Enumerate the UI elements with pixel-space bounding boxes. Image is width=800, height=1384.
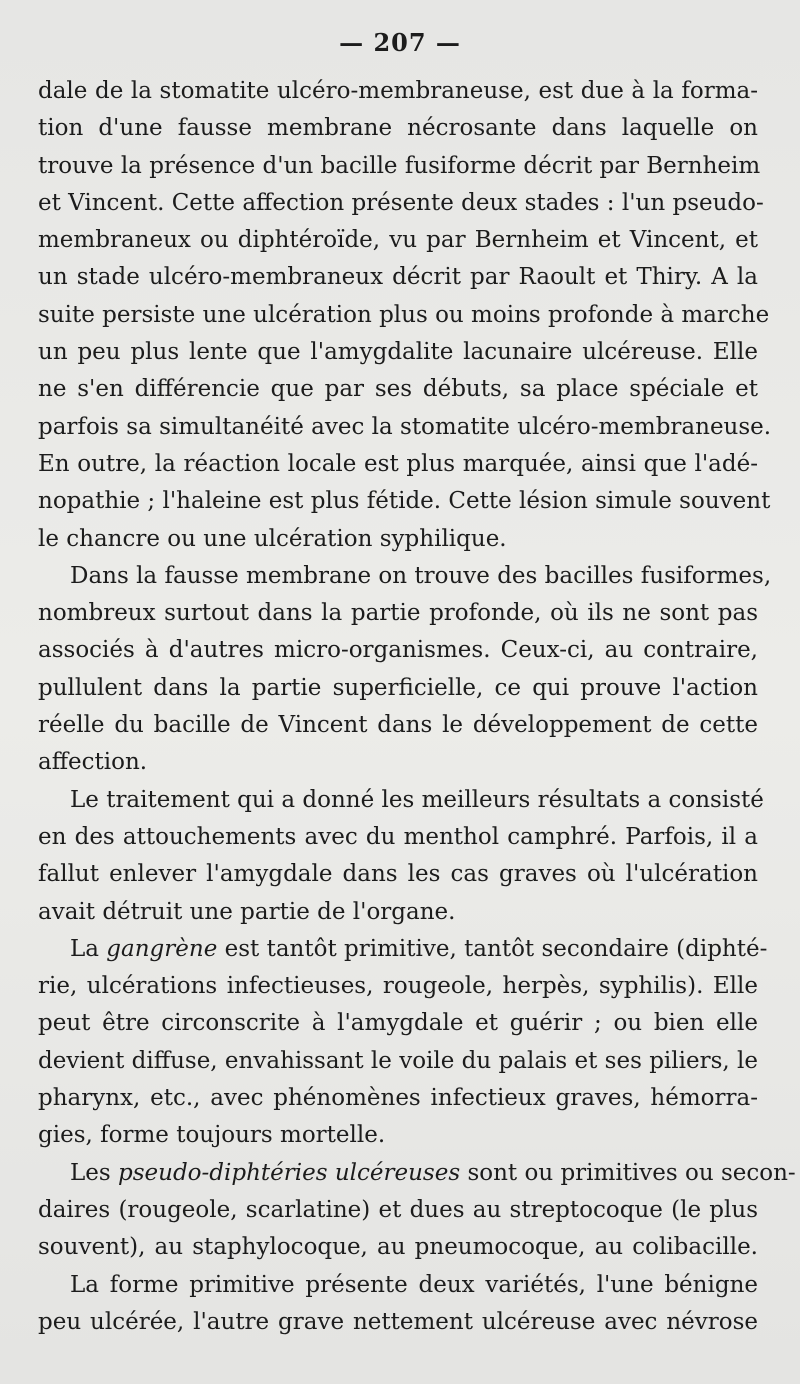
paragraph bbox=[38, 1155, 796, 1267]
text-line: trouve la présence d'un bacille fusiforme décrit par Bernheim bbox=[38, 152, 761, 179]
text-line: gies, forme toujours mortelle. bbox=[38, 1122, 386, 1149]
text-line: peu ulcérée, l'autre grave nettement ulcéreuse avec névrose bbox=[38, 1308, 758, 1335]
text-line: réelle du bacille de Vincent dans le développement de cette bbox=[38, 712, 758, 739]
italic-term: pseudo-diphtéries ulcéreuses bbox=[118, 1159, 461, 1186]
text-line: daires (rougeole, scarlatine) et dues au streptocoque (le plus bbox=[38, 1196, 758, 1223]
text-line: suite persiste une ulcération plus ou moins profonde à marche bbox=[38, 301, 770, 328]
text-line: parfois sa simultanéité avec la stomatite ulcéro-membraneuse. bbox=[38, 413, 772, 440]
text-line: avait détruit une partie de l'organe. bbox=[38, 898, 456, 925]
page-number: — 207 — bbox=[339, 28, 461, 57]
text-line: La forme primitive présente deux variétés, l'une bénigne bbox=[70, 1271, 758, 1298]
text-line: souvent), au staphylocoque, au pneumocoque, au colibacille. bbox=[38, 1234, 758, 1261]
paragraph bbox=[38, 1267, 758, 1342]
paragraph bbox=[38, 558, 772, 782]
text-line: peut être circonscrite à l'amygdale et guérir ; ou bien elle bbox=[38, 1010, 758, 1037]
text-line: La gangrène est tantôt primitive, tantôt secondaire (diphté- bbox=[70, 935, 768, 962]
text-line: le chancre ou une ulcération syphilique. bbox=[38, 525, 507, 552]
text-line: et Vincent. Cette affection présente deux stades : l'un pseudo- bbox=[38, 189, 764, 216]
text-line: nopathie ; l'haleine est plus fétide. Cette lésion simule souvent bbox=[38, 488, 771, 515]
text-line: devient diffuse, envahissant le voile du palais et ses piliers, le bbox=[38, 1047, 758, 1074]
paragraph bbox=[38, 73, 772, 558]
body-text bbox=[38, 73, 796, 1341]
text-line: dale de la stomatite ulcéro-membraneuse, est due à la forma- bbox=[38, 78, 758, 104]
text-line: Dans la fausse membrane on trouve des bacilles fusiformes, bbox=[70, 562, 772, 589]
paragraph bbox=[38, 931, 768, 1155]
text-line: tion d'une fausse membrane nécrosante dans laquelle on bbox=[38, 115, 758, 142]
text-line: un stade ulcéro-membraneux décrit par Raoult et Thiry. A la bbox=[38, 264, 758, 291]
text-line: Les pseudo-diphtéries ulcéreuses sont ou primitives ou secon- bbox=[70, 1159, 796, 1186]
text-line: associés à d'autres micro-organismes. Ceux-ci, au contraire, bbox=[38, 637, 758, 664]
text-line: rie, ulcérations infectieuses, rougeole, herpès, syphilis). Elle bbox=[38, 973, 758, 1000]
text-line: fallut enlever l'amygdale dans les cas graves où l'ulcération bbox=[38, 861, 758, 888]
text-line: membraneux ou diphtéroïde, vu par Bernheim et Vincent, et bbox=[38, 227, 758, 254]
text-line: nombreux surtout dans la partie profonde, où ils ne sont pas bbox=[38, 600, 758, 627]
text-line: Le traitement qui a donné les meilleurs résultats a consisté bbox=[70, 786, 764, 813]
text-line: pullulent dans la partie superficielle, ce qui prouve l'action bbox=[38, 674, 758, 701]
text-line: En outre, la réaction locale est plus marquée, ainsi que l'adé- bbox=[38, 450, 758, 477]
text-line: en des attouchements avec du menthol camphré. Parfois, il a bbox=[38, 823, 758, 850]
paragraph bbox=[38, 782, 764, 931]
italic-term: gangrène bbox=[106, 935, 218, 962]
text-line: pharynx, etc., avec phénomènes infectieux graves, hémorra- bbox=[38, 1085, 758, 1112]
text-line: ne s'en différencie que par ses débuts, sa place spéciale et bbox=[38, 376, 758, 403]
text-line: un peu plus lente que l'amygdalite lacunaire ulcéreuse. Elle bbox=[38, 339, 758, 366]
text-line: affection. bbox=[38, 749, 148, 776]
